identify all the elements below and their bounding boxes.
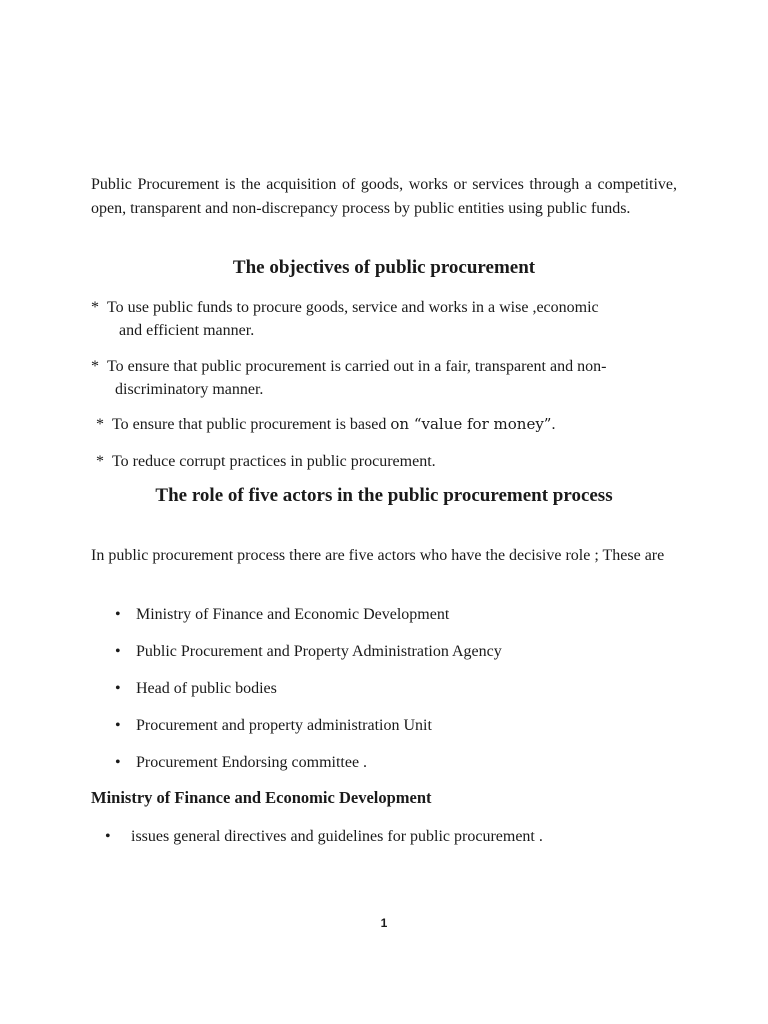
objective-item: [96, 450, 677, 473]
ministry-subheading: Ministry of Finance and Economic Development: [91, 788, 432, 807]
intro-paragraph: Public Procurement is the acquisition of goods, works or services through a competitive, open, transparent and non-discrepancy process by public entities using public funds.: [91, 176, 677, 217]
list-item: [91, 677, 677, 714]
asterisk-bullet: *: [91, 358, 99, 375]
bullet-dot: •: [105, 828, 111, 845]
list-item-label: Procurement and property administration Unit: [136, 717, 432, 734]
bullet-dot: •: [115, 643, 121, 660]
actors-heading: The role of five actors in the public procurement process: [155, 485, 613, 506]
bullet-dot: •: [115, 606, 121, 623]
asterisk-bullet: *: [96, 416, 104, 433]
list-item: [91, 825, 677, 848]
list-item: [91, 751, 677, 788]
list-item: [91, 714, 677, 751]
objective-item: [91, 296, 677, 342]
objective-text: To use public funds to procure goods, service and works in a wise ,economic: [107, 299, 599, 316]
list-item-label: Ministry of Finance and Economic Development: [136, 606, 450, 623]
objective-text: To ensure that public procurement is based: [112, 416, 391, 433]
objective-text-continued: discriminatory manner.: [115, 381, 264, 398]
page-number: 1: [380, 916, 388, 930]
list-item-label: Public Procurement and Property Administration Agency: [136, 643, 502, 660]
asterisk-bullet: *: [91, 299, 99, 316]
list-item-label: Procurement Endorsing committee .: [136, 754, 368, 771]
objective-text-suffix: .: [551, 416, 556, 433]
list-item: [91, 640, 677, 677]
list-item: [91, 603, 677, 640]
ministry-duties-list: [91, 825, 677, 848]
objective-text: To ensure that public procurement is carried out in a fair, transparent and non-: [107, 358, 607, 375]
bullet-dot: •: [115, 754, 121, 771]
bullet-dot: •: [115, 680, 121, 697]
bullet-dot: •: [115, 717, 121, 734]
asterisk-bullet: *: [96, 453, 104, 470]
list-item-label: issues general directives and guidelines for public procurement .: [131, 828, 543, 845]
objectives-heading: The objectives of public procurement: [232, 257, 536, 278]
list-item-label: Head of public bodies: [136, 680, 277, 697]
actors-intro-paragraph: In public procurement process there are five actors who have the decisive role ; These are: [91, 547, 665, 564]
objective-text: To reduce corrupt practices in public procurement.: [112, 453, 436, 470]
actors-list: [91, 603, 677, 788]
objective-text-continued: and efficient manner.: [119, 322, 255, 339]
objective-item: [96, 413, 677, 436]
value-for-money-emphasis: on “value for money”: [390, 415, 552, 433]
objective-item: [91, 355, 677, 401]
